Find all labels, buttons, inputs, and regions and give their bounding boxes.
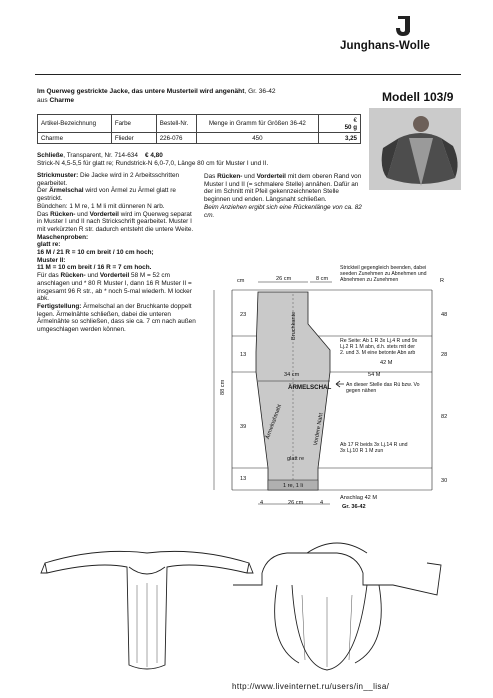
right-row-4: 30 [441, 478, 448, 484]
bf-prefix: Das [37, 210, 51, 218]
bottom-right-label: 4 [320, 500, 324, 506]
instructions-column-2 [204, 173, 364, 219]
left-row-4: 13 [240, 476, 247, 482]
cast-on-label: Anschlag 42 M [340, 495, 378, 501]
height-label: 88 cm [220, 379, 226, 395]
intro-size: , Gr. 36-42 [244, 88, 276, 95]
unit-r-label: R [440, 278, 445, 284]
finishing-text: Ärmelschal an der Bruchkante doppelt legen. Ärmelnähte schließen, dabei die unteren Ärmelnähte so schließen, dass sie ca. 7 cm nach außen umgeschlagen werden können. [37, 302, 196, 334]
asm-front: Vorderteil [256, 173, 286, 180]
right-row-2: 28 [441, 352, 448, 358]
junghans-logo-icon [390, 14, 416, 38]
cell-quantity: 450 [196, 133, 318, 144]
count-34cm: 34 cm [284, 372, 300, 378]
table-row [38, 133, 361, 144]
sleeve-scarf-label: Ärmelschal [49, 187, 84, 195]
cell-price [319, 133, 361, 144]
brand-name: Junghans-Wolle [340, 40, 430, 52]
header-quantity: Menge in Gramm für Größen 36-42 [196, 115, 318, 133]
right-row-3: 82 [441, 414, 448, 420]
header-order-no: Bestell-Nr. [156, 115, 196, 133]
clasp-detail: , Transparent, Nr. 714-634 [63, 152, 138, 159]
left-row-2: 13 [240, 352, 247, 358]
gauge-1 [37, 249, 197, 257]
header-color: Farbe [111, 115, 156, 133]
asm-text: mit dem oberen Rand von Muster I und II (= schmalere Stelle) annähen. Dafür an der im Schnitt mit Pfeil gekennzeichneten Stelle beginnen und enden. Längsnaht schließen. [204, 173, 362, 204]
bf-front: Vorderteil [89, 210, 119, 218]
instructions-column-1 [37, 172, 197, 334]
asm-back: Rücken- [217, 173, 243, 180]
back-front-pattern-paragraph [37, 211, 197, 234]
intro-yarn-prefix: aus [37, 96, 50, 104]
open-view-drawing [233, 543, 441, 670]
cell-price-value: 3,25 [344, 134, 357, 142]
bfp-prefix: Für das [37, 272, 61, 280]
gauge-1-value: 16 M / 21 R = 10 cm breit / 10 cm hoch; [37, 249, 154, 257]
arrow-note: An dieser Stelle das Rü bzw. Vo gegen nähen [346, 382, 420, 395]
gauge-2 [37, 264, 197, 272]
top-width-label: 26 cm [276, 276, 292, 282]
bf-and: und [75, 210, 90, 218]
intro-heading [37, 88, 337, 105]
cell-color: Flieder [111, 133, 156, 144]
table-header-row [38, 115, 361, 133]
asm-and: und [242, 173, 257, 180]
gauge-1-label [37, 241, 197, 249]
size-label: Gr. 36-42 [342, 504, 366, 510]
bottom-left-label: 4 [260, 500, 264, 506]
left-row-1: 23 [240, 312, 247, 318]
left-row-3: 39 [240, 424, 247, 430]
gauge-heading [37, 234, 197, 242]
length-note [204, 204, 364, 219]
pattern-text: Die Jacke wird in 2 Arbeitsschritten gearbeitet. [37, 172, 180, 187]
sleeve-scarf-text: wird von Ärmel zu Ärmel glatt re gestrickt. [37, 187, 176, 203]
cell-article: Charme [38, 133, 112, 144]
model-photo [369, 108, 461, 190]
fold-label: Bruchkante [291, 311, 297, 340]
sleeve-scarf-schematic [200, 262, 460, 520]
top-right-width-label: 8 cm [316, 276, 329, 282]
back-front-paragraph [37, 272, 197, 303]
gauge-1-name: glatt re: [37, 241, 61, 249]
intro-yarn: Charme [49, 96, 75, 104]
assembly-paragraph [204, 173, 364, 204]
top-note: Strickteil gegengleich beenden, dabei seeden Zunehmen zu Abnehmen und Abnehmen zu Zunehmen [340, 265, 427, 284]
clasp-price: € 4,80 [145, 152, 163, 159]
count-42m: 42 M [380, 360, 393, 366]
bf-back: Rücken- [50, 210, 76, 218]
needles-line: Strick-N 4,5-5,5 für glatt re; Rundstrick-N 6,0-7,0, Länge 80 cm für Muster I und II. [37, 160, 269, 167]
header-price [319, 115, 361, 133]
model-number: Modell 103/9 [382, 90, 454, 104]
unit-cm-label: cm [237, 278, 245, 284]
gauge-2-label [37, 257, 197, 265]
sew-start-arrow-icon [336, 381, 344, 387]
finishing-label: Fertigstellung: [37, 302, 82, 310]
increase-note: Ab 17 R beids 3x Lj.14 R und 3x Lj.10 R 1 M zun [340, 442, 408, 455]
gauge-2-value: 11 M = 10 cm breit / 16 R = 7 cm hoch. [37, 264, 152, 272]
bfp-and: und [85, 272, 100, 280]
front-view-drawing [41, 551, 253, 669]
front-seam-label: Vordere Naht [313, 412, 325, 447]
asm-prefix: Das [204, 173, 218, 180]
header-rule [35, 74, 461, 75]
finishing-paragraph [37, 303, 197, 334]
garment-illustrations [37, 525, 461, 675]
bfp-text: 58 M = 52 cm anschlagen und * 80 R Muster I, dann 16 R Muster II = insgesamt 96 R str., ab * noch 5-mal wiederh. M locker abk. [37, 272, 192, 303]
count-54m: 54 M [368, 372, 381, 378]
intro-title: Im Querweg gestrickte Jacke, das untere Musterteil wird angenäht [37, 88, 245, 95]
pattern-paragraph [37, 172, 197, 187]
gauge-2-name: Muster II: [37, 256, 66, 264]
header-price-currency: € [353, 116, 357, 124]
header-article: Artikel-Bezeichnung [38, 115, 112, 133]
right-side-note: Re Seite: Ab 1 R 3x Lj.4 R und 9x Lj.2 R 1 M abn, d.h. stets mit der 2. und 3. M eine betonte Abn arb [340, 338, 418, 357]
sleeve-seam-label: Ärmelnahtnaht [265, 403, 284, 441]
materials-table [37, 114, 361, 144]
glatt-re-label: glatt re [287, 456, 305, 462]
length-note-text: Beim Anziehen ergibt sich eine Rückenlänge von ca. 82 cm. [204, 203, 362, 219]
bfp-back: Rücken- [60, 272, 86, 280]
piece-title: ÄRMELSCHAL [288, 384, 332, 391]
bf-text: wird im Querweg separat in Muster I und II nach Strickschrift gearbeitet. Muster I mit verkürzten R str. dadurch entsteht die untere Weite. [37, 210, 194, 233]
sleeve-scarf-paragraph [37, 187, 197, 202]
clasp-line [37, 152, 213, 160]
cell-order-no: 226-076 [156, 133, 196, 144]
sleeve-scarf-prefix: Der [37, 187, 50, 195]
rib-label: 1 re, 1 li [283, 483, 303, 489]
right-row-1: 48 [441, 312, 448, 318]
bfp-front: Vorderteil [99, 272, 130, 280]
gauge-label: Maschenproben: [37, 233, 89, 241]
cuff-paragraph: Bündchen: 1 M re, 1 M li mit dünneren N arb. [37, 202, 165, 210]
footer-url[interactable]: http://www.liveinternet.ru/users/in__lisa/ [232, 682, 390, 691]
clasp-label: Schließe [37, 152, 64, 159]
bottom-mid-label: 26 cm [288, 500, 304, 506]
header-price-unit: 50 g [344, 123, 357, 131]
pattern-label: Strickmuster: [37, 172, 79, 179]
